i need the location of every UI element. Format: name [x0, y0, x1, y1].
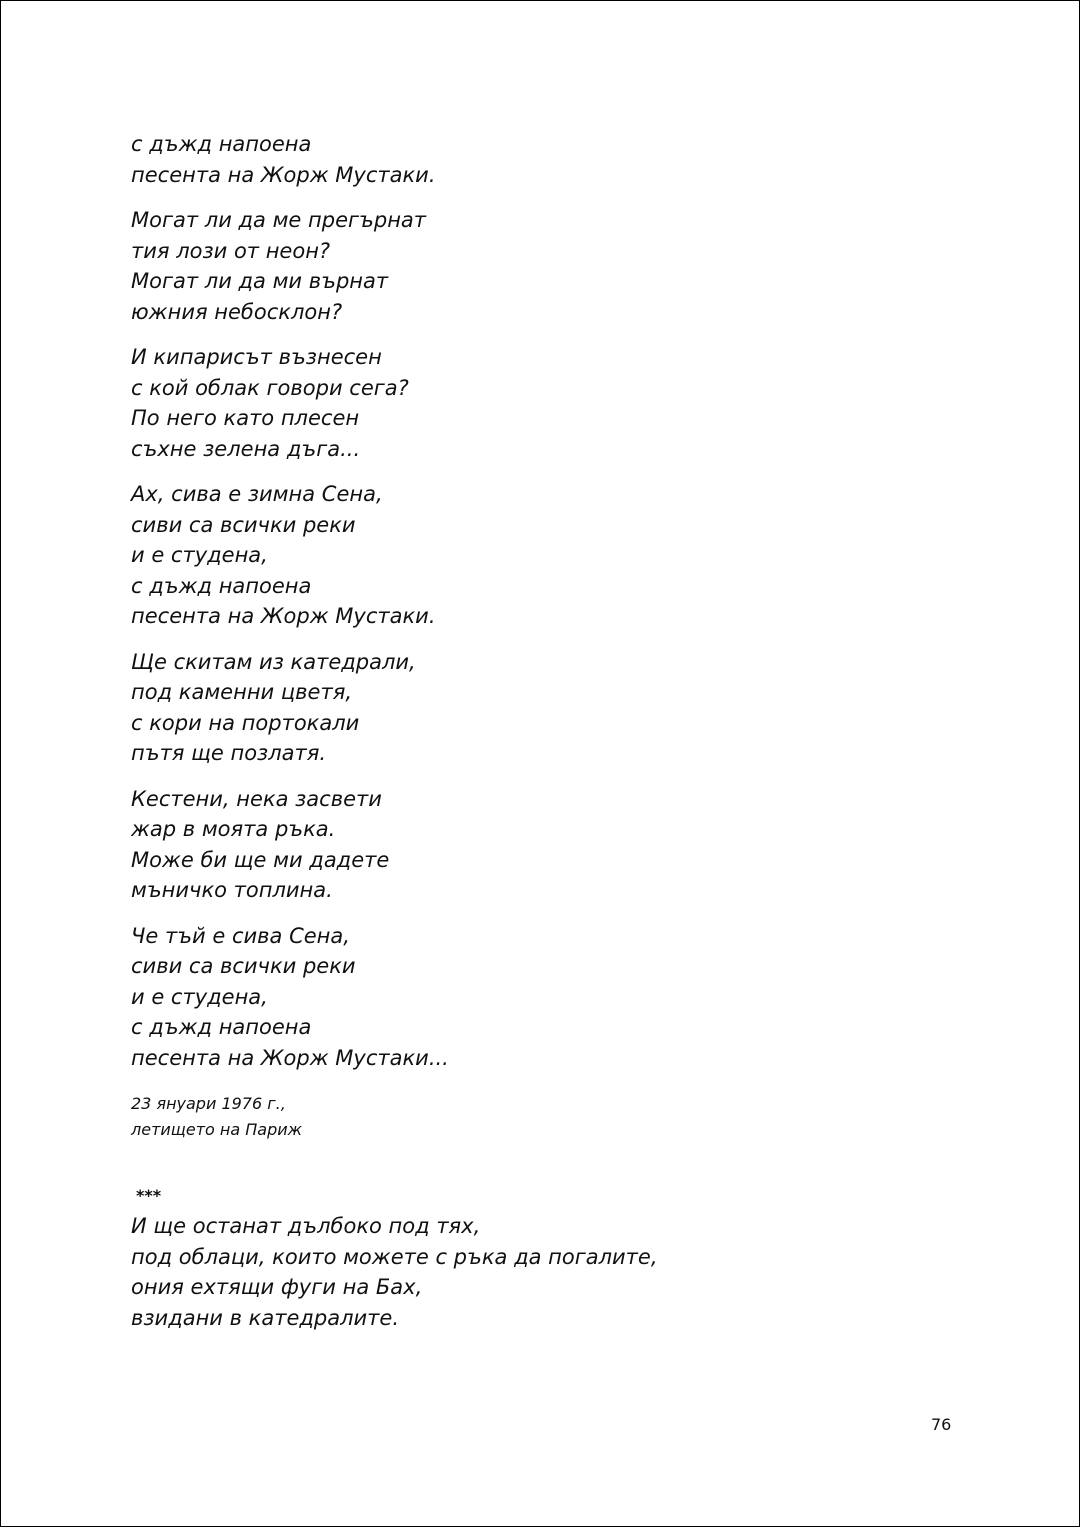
poem-line: И кипарисът възнесен: [131, 345, 382, 369]
poem-separator: ***: [136, 1186, 162, 1205]
page-number: 76: [931, 1415, 952, 1434]
poem-line: песента на Жорж Мустаки.: [131, 162, 436, 187]
poem-line: с дъжд напоена: [131, 573, 312, 598]
stanza-4: [131, 479, 991, 632]
poem-text: [131, 129, 991, 1348]
poem-line: Ах, сива е зимна Сена,: [131, 482, 383, 506]
poem-line: песента на Жорж Мустаки.: [131, 604, 436, 628]
poem-line: сиви са всички реки: [131, 954, 356, 978]
poem-line: и е студена,: [131, 984, 268, 1009]
poem-line: ония ехтящи фуги на Бах,: [131, 1275, 423, 1299]
dateline-place: летището на Париж: [131, 1120, 303, 1139]
poem-line: сиви са всички реки: [131, 512, 356, 537]
poem-line: под каменни цветя,: [131, 680, 353, 704]
poem-line: тия лози от неон?: [131, 238, 331, 263]
poem-line: По него като плесен: [131, 406, 360, 430]
stanza-2: [131, 205, 991, 327]
poem-line: с кори на портокали: [131, 710, 360, 735]
poem-line: под облаци, които можете с ръка да погалите,: [131, 1244, 658, 1269]
dateline-date: 23 януари 1976 г.,: [131, 1094, 286, 1113]
poem-line: пътя ще позлатя.: [131, 741, 327, 765]
poem-line: песента на Жорж Мустаки...: [131, 1045, 449, 1070]
poem-line: Могат ли да ме прегърнат: [131, 208, 427, 232]
second-poem-stanza: [131, 1211, 991, 1333]
stanza-6: [131, 784, 991, 906]
stanza-3: [131, 342, 991, 464]
poem-line: Кестени, нека засвети: [131, 786, 382, 811]
poem-line: и е студена,: [131, 543, 268, 567]
poem-line: съхне зелена дъга...: [131, 436, 361, 461]
poem-line: мъничко топлина.: [131, 878, 333, 902]
poem-line: И ще останат дълбоко под тях,: [131, 1214, 481, 1238]
poem-line: взидани в катедралите.: [131, 1305, 400, 1330]
poem-line: с дъжд напоена: [131, 1015, 312, 1039]
poem-dateline: [131, 1091, 991, 1143]
poem-line: Могат ли да ми върнат: [131, 269, 389, 293]
poem-line: с кой облак говори сега?: [131, 375, 409, 400]
stanza-1: [131, 129, 991, 190]
poem-line: Че тъй е сива Сена,: [131, 923, 350, 948]
poem-line: Ще скитам из катедрали,: [131, 649, 416, 674]
poem-line: южния небосклон?: [131, 299, 343, 324]
poem-line: жар в моята ръка.: [131, 817, 336, 841]
stanza-7: [131, 921, 991, 1074]
poem-line: с дъжд напоена: [131, 132, 312, 156]
stanza-5: [131, 647, 991, 769]
poem-line: Може би ще ми дадете: [131, 847, 390, 872]
